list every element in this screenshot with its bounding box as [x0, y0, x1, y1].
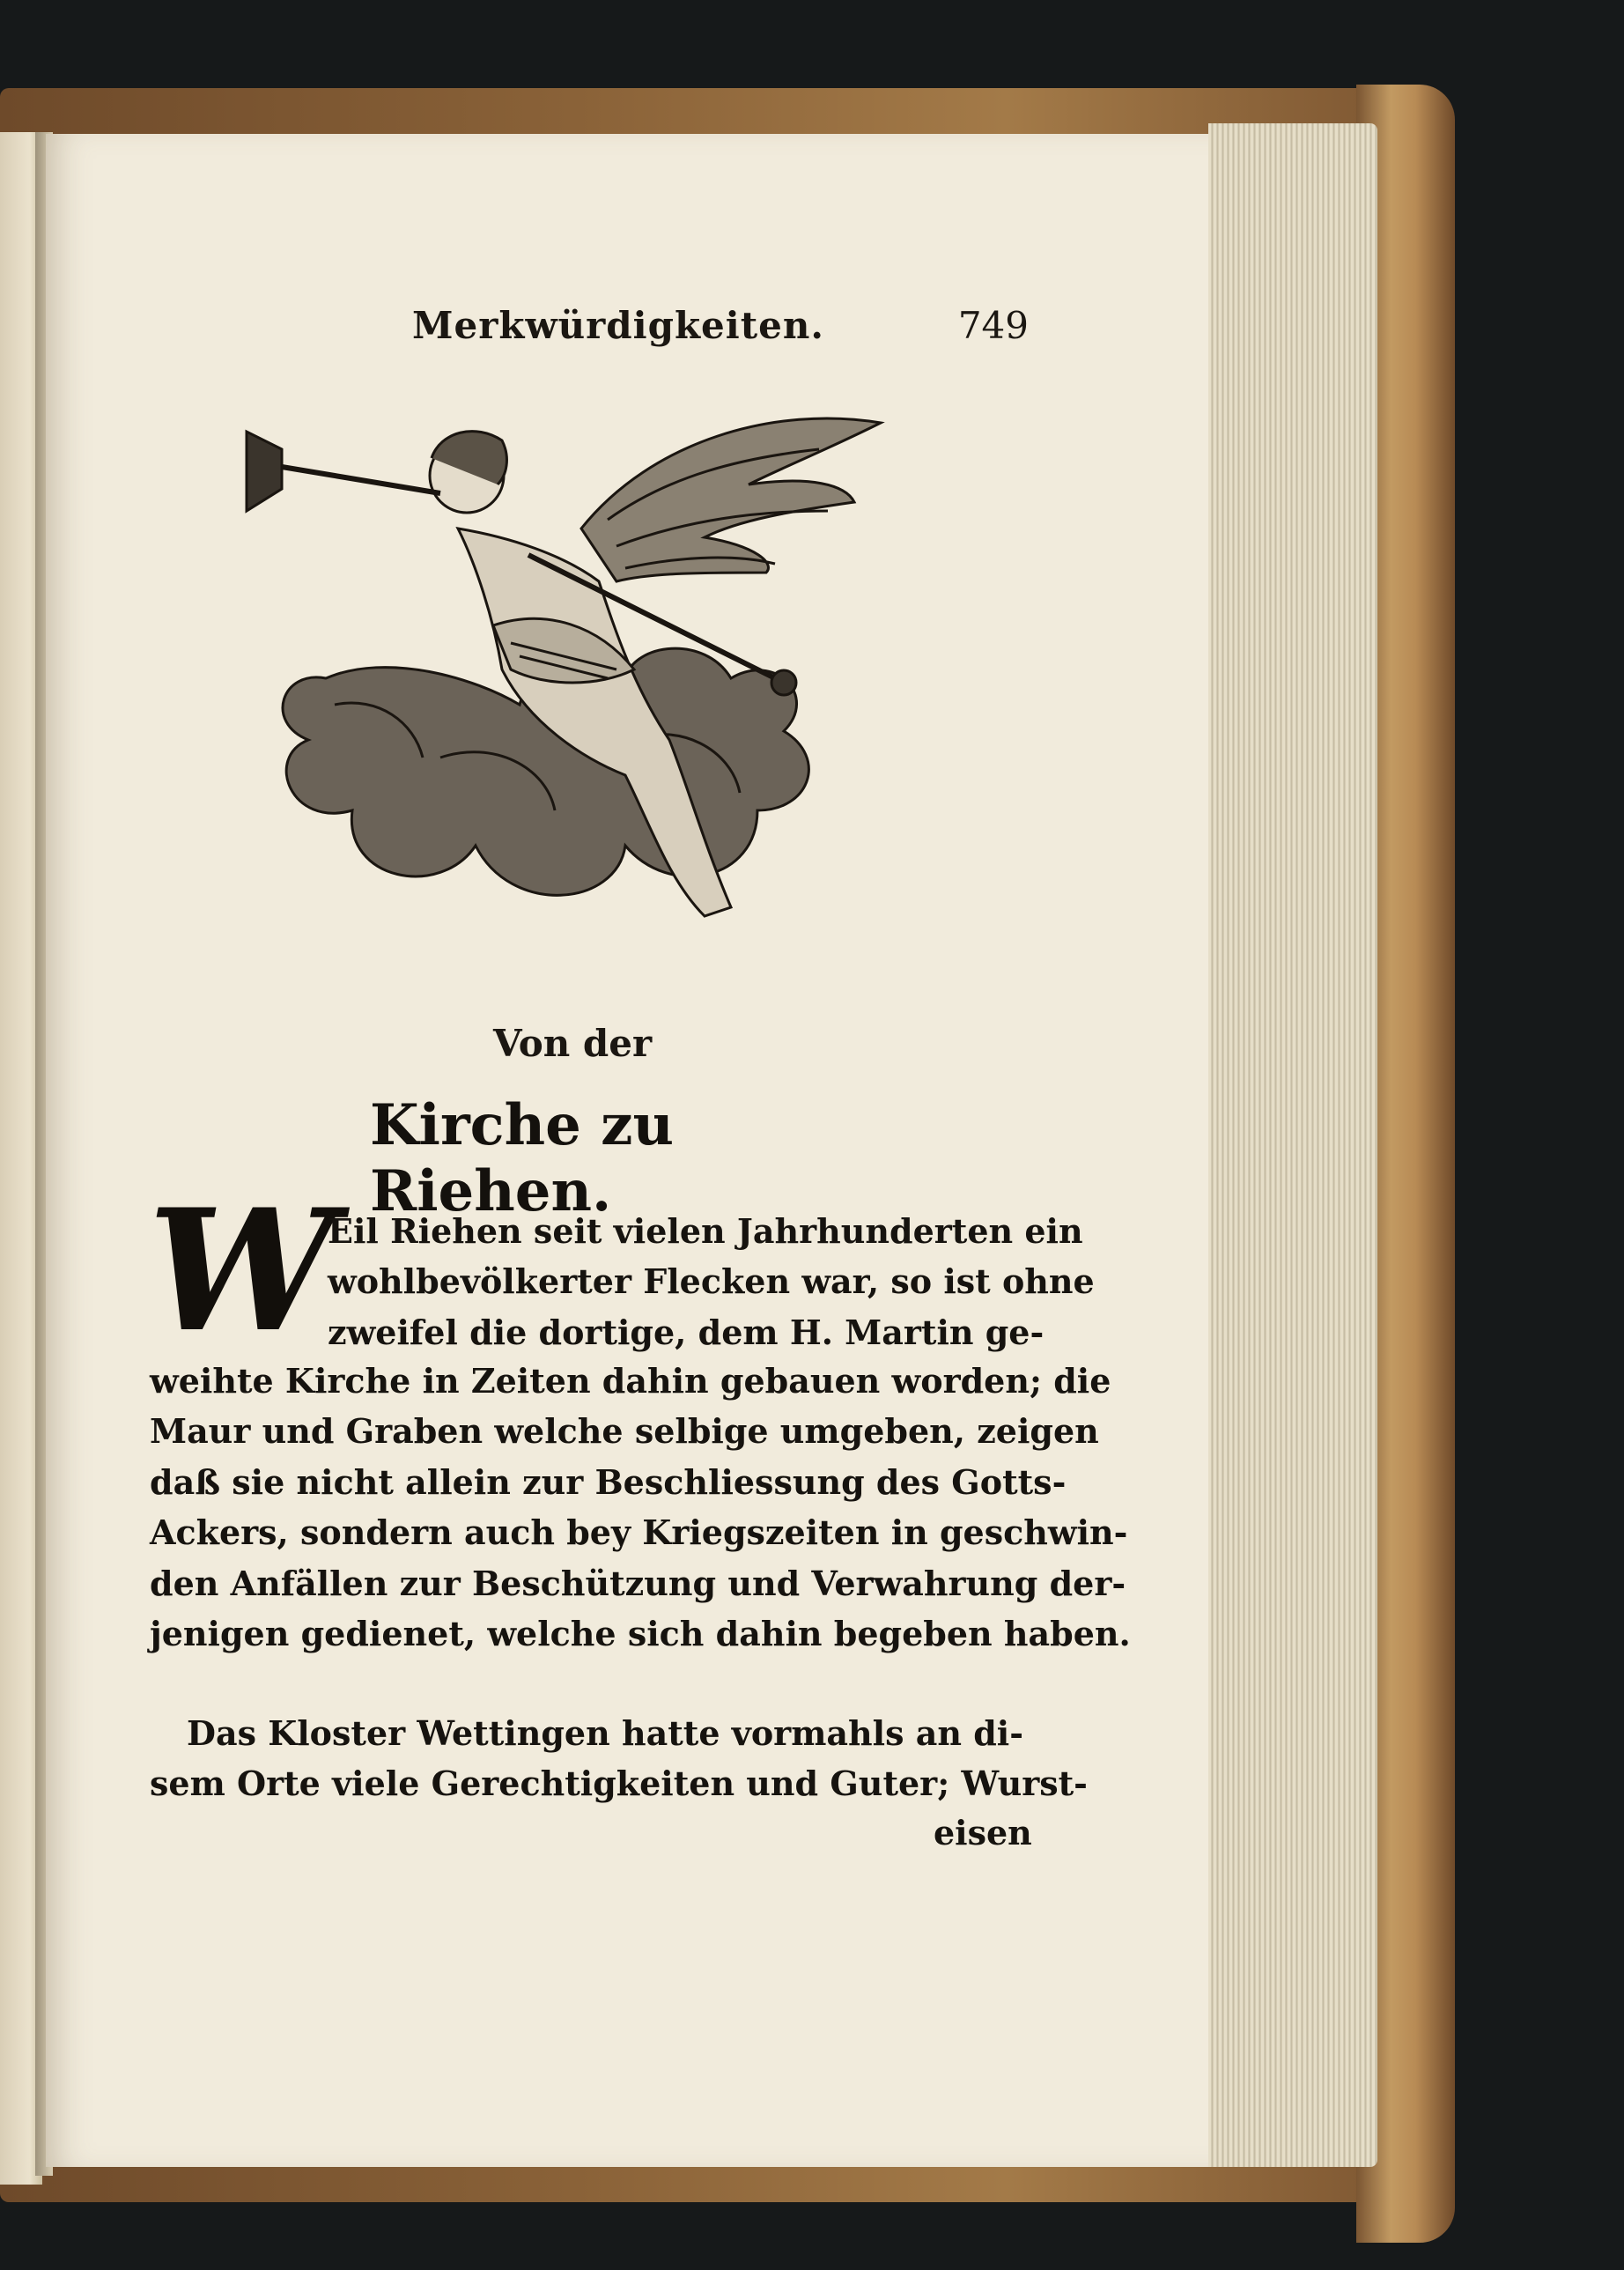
body-line: Maur und Graben welche selbige umgeben, zeigen: [150, 1411, 1099, 1451]
body-line: weihte Kirche in Zeiten dahin gebauen worden; die: [150, 1361, 1111, 1401]
section-heading-large: Kirche zu Riehen.: [370, 1092, 675, 1224]
body-line: Das Kloster Wettingen hatte vormahls an di-: [187, 1713, 1023, 1753]
body-line: den Anfällen zur Beschützung und Verwahrung der-: [150, 1564, 1126, 1603]
body-line: sem Orte viele Gerechtigkeiten und Guter; Wurst-: [150, 1764, 1088, 1803]
page-number: 749: [957, 304, 1029, 347]
page-stack-edges: [1208, 123, 1377, 2167]
body-line: Ackers, sondern auch bey Kriegszeiten in geschwin-: [150, 1512, 1128, 1552]
body-line: zweifel die dortige, dem H. Martin ge-: [328, 1312, 1045, 1352]
body-line: daß sie nicht allein zur Beschliessung des Gotts-: [150, 1462, 1067, 1502]
body-line: wohlbevölkerter Flecken war, so ist ohne: [328, 1261, 1095, 1301]
angel-woodcut-illustration: [211, 388, 986, 987]
running-title: Merkwürdigkeiten.: [412, 304, 825, 347]
body-line: jenigen gedienet, welche sich dahin begeben haben.: [150, 1614, 1131, 1653]
page-header: [412, 304, 1029, 357]
section-heading-small: Von der: [493, 1022, 653, 1065]
body-line: Eil Riehen seit vielen Jahrhunderten ein: [328, 1211, 1083, 1251]
catchword: eisen: [934, 1813, 1032, 1852]
drop-cap-initial: W: [148, 1172, 336, 1369]
